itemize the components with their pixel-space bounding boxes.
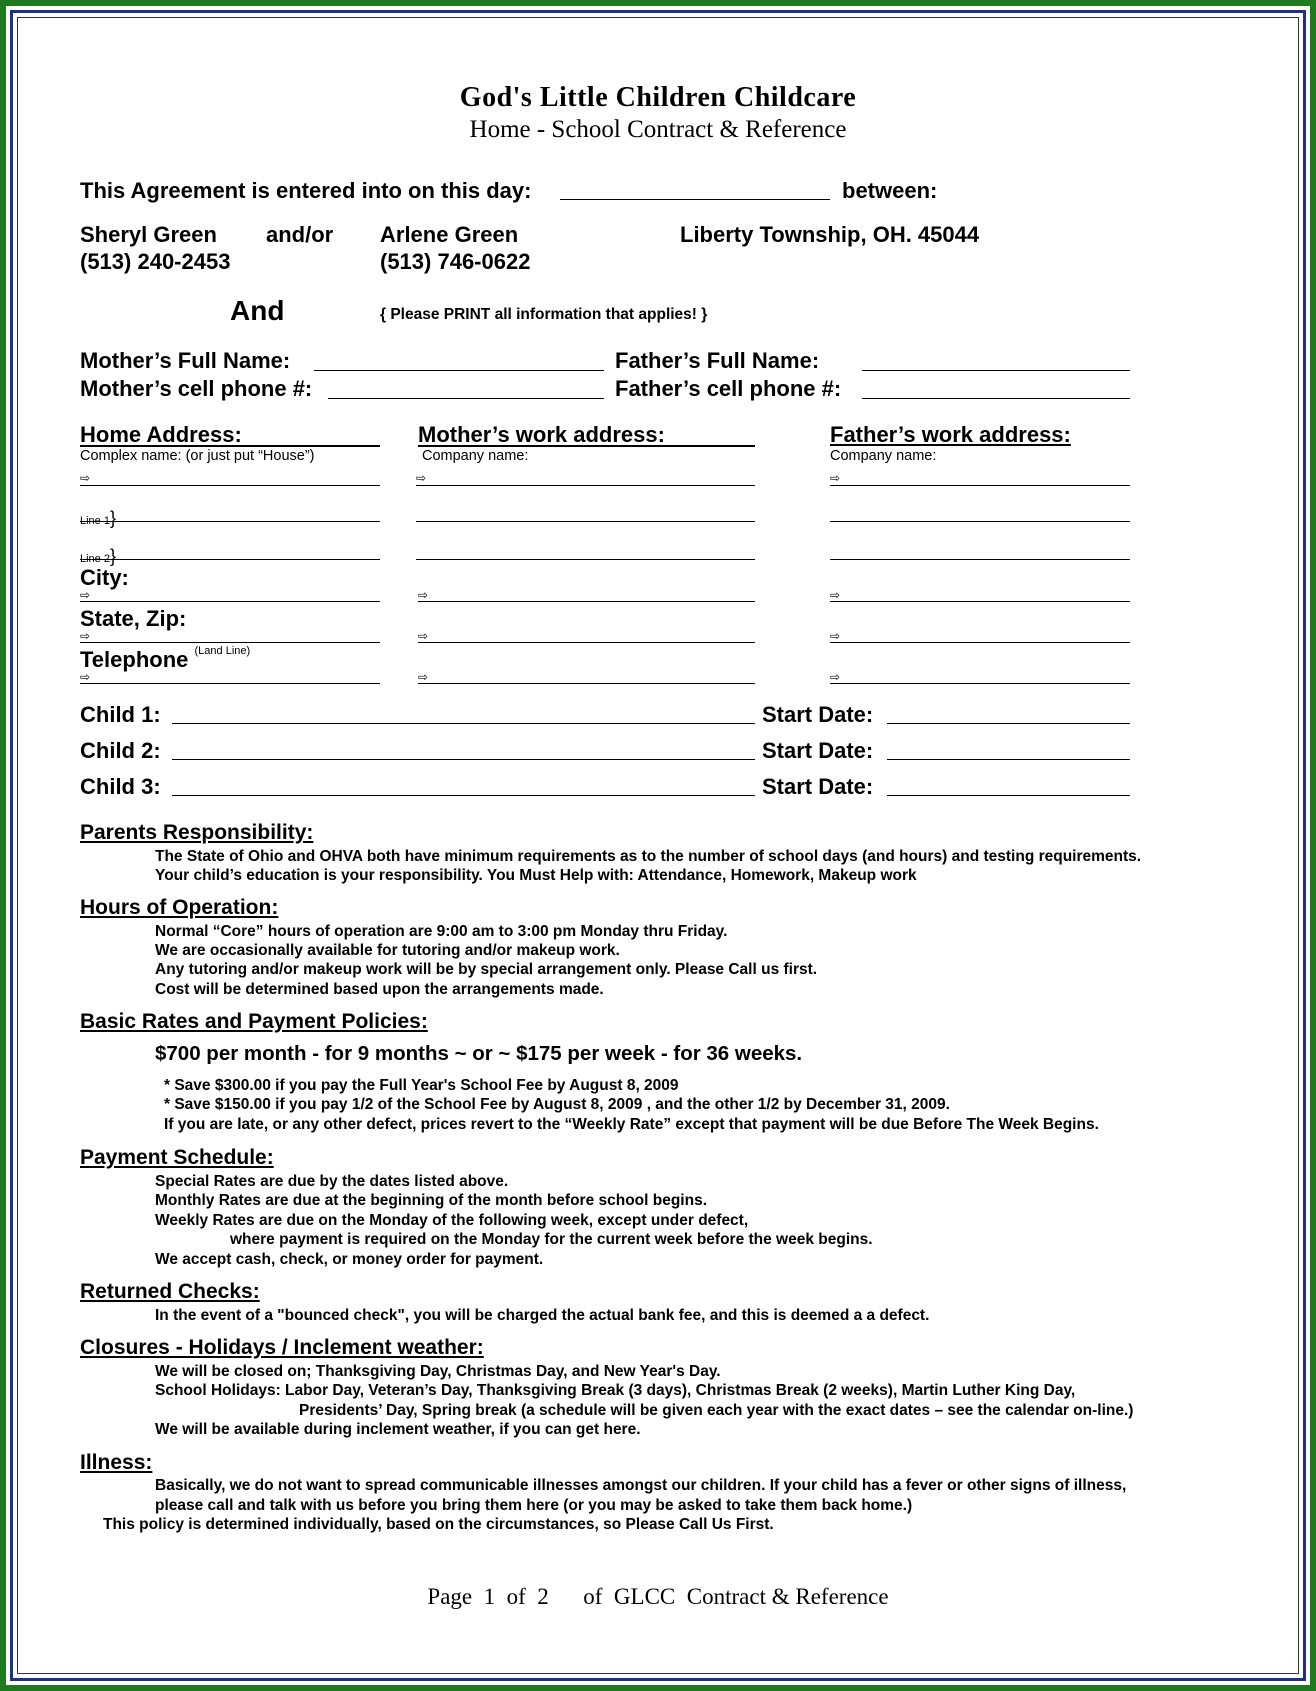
child-3-start-label: Start Date: [762,774,874,799]
home-telephone-field[interactable] [80,683,380,684]
section-text-line: Presidents’ Day, Spring break (a schedule will be given each year with the exact dates – see the calendar on-line.) [299,1402,1134,1419]
land-line-note: (Land Line) [194,645,251,657]
mother-cell-field[interactable] [328,398,604,399]
arrow-icon: ⇨ [418,588,429,602]
mother-work-header-underline [418,445,755,447]
father-cell-field[interactable] [862,398,1130,399]
home-line2-field[interactable] [80,559,380,560]
arrow-icon: ⇨ [418,629,429,643]
section-text-line: School Holidays: Labor Day, Veteran’s Day, Thanksgiving Break (3 days), Christmas Break (2 weeks), Martin Luther King Day, [155,1382,1076,1399]
document-title: God's Little Children Childcare [459,82,857,113]
home-state-zip-field[interactable] [80,642,380,643]
father-state-zip-field[interactable] [830,642,1130,643]
agreement-intro: This Agreement is entered into on this day: [80,178,532,203]
father-telephone-field[interactable] [830,683,1130,684]
agreement-date-field[interactable] [560,199,830,200]
section-text-line: Basically, we do not want to spread communicable illnesses amongst our children. If your child has a fever or other signs of illness, [155,1477,1127,1494]
section-text-line: Your child’s education is your responsibility. You Must Help with: Attendance, Homework, Makeup work [155,867,917,884]
father-city-field[interactable] [830,601,1130,602]
provider-phone-1: (513) 240-2453 [80,249,231,274]
father-name-label: Father’s Full Name: [615,348,820,373]
section-text-line: We will be available during inclement weather, if you can get here. [155,1421,641,1438]
section-text-line: Weekly Rates are due on the Monday of the following week, except under defect, [155,1212,749,1229]
section-text-line: If you are late, or any other defect, prices revert to the “Weekly Rate” except that payment will be due Before The Week Begins. [164,1116,1099,1133]
mother-name-field[interactable] [314,370,604,371]
provider-andor: and/or [266,222,334,247]
rates-main-line: $700 per month - for 9 months ~ or ~ $175 per week - for 36 weeks. [155,1042,803,1065]
city-label: City: [80,565,129,590]
mother-line1-field[interactable] [416,521,755,522]
provider-location: Liberty Township, OH. 45044 [680,222,980,247]
section-text-line: We will be closed on; Thanksgiving Day, Christmas Day, and New Year's Day. [155,1363,721,1380]
section-text-line: In the event of a "bounced check", you will be charged the actual bank fee, and this is deemed a a defect. [155,1307,930,1324]
child-2-field[interactable] [172,759,755,760]
child-1-start-label: Start Date: [762,702,874,727]
section-text-line: We are occasionally available for tutoring and/or makeup work. [155,942,620,959]
mother-state-zip-field[interactable] [418,642,755,643]
arrow-icon: ⇨ [830,588,841,602]
arrow-icon: ⇨ [80,471,91,485]
section-text-line: * Save $150.00 if you pay 1/2 of the School Fee by August 8, 2009 , and the other 1/2 by December 31, 2009. [164,1096,950,1113]
section-text-line: please call and talk with us before you bring them here (or you may be asked to take them back home.) [155,1497,913,1514]
section-text-line: * Save $300.00 if you pay the Full Year's School Fee by August 8, 2009 [164,1077,679,1094]
child-1-label: Child 1: [80,702,161,727]
mother-telephone-field[interactable] [418,683,755,684]
section-text-line: Monthly Rates are due at the beginning of the month before school begins. [155,1192,708,1209]
section-parents-responsibility: Parents Responsibility: [80,821,314,844]
document-subtitle: Home - School Contract & Reference [469,116,847,143]
section-text-line: Special Rates are due by the dates listed above. [155,1173,509,1190]
arrow-icon: ⇨ [80,588,91,602]
mother-line2-field[interactable] [416,559,755,560]
home-city-field[interactable] [80,601,380,602]
father-cell-label: Father’s cell phone #: [615,376,842,401]
print-note: { Please PRINT all information that applies! } [380,306,708,323]
arrow-icon: ⇨ [416,471,427,485]
arrow-icon: ⇨ [830,471,841,485]
mother-work-header: Mother’s work address: [418,422,665,447]
arrow-icon: ⇨ [830,629,841,643]
line2-label: Line 2} [80,546,116,566]
line1-label: Line 1} [80,508,116,528]
mother-company-field[interactable] [416,485,755,486]
home-line1-field[interactable] [80,521,380,522]
father-work-header: Father’s work address: [830,422,1071,447]
provider-name-2: Arlene Green [380,222,519,247]
father-line1-field[interactable] [830,521,1130,522]
home-header-underline [80,445,380,447]
section-text-line: We accept cash, check, or money order for payment. [155,1251,544,1268]
child-2-start-label: Start Date: [762,738,874,763]
section-hours-of-operation: Hours of Operation: [80,896,279,919]
section-text-line: This policy is determined individually, based on the circumstances, so Please Call Us First. [103,1516,774,1533]
and-label: And [230,295,285,326]
father-line2-field[interactable] [830,559,1130,560]
mother-company-label: Company name: [422,448,529,464]
arrow-icon: ⇨ [80,670,91,684]
child-3-start-field[interactable] [887,795,1130,796]
arrow-icon: ⇨ [830,670,841,684]
child-2-label: Child 2: [80,738,161,763]
section-illness: Illness: [80,1451,153,1474]
father-company-field[interactable] [830,485,1130,486]
child-1-start-field[interactable] [887,723,1130,724]
provider-phone-2: (513) 746-0622 [380,249,531,274]
arrow-icon: ⇨ [418,670,429,684]
section-text-line: Normal “Core” hours of operation are 9:00 am to 3:00 pm Monday thru Friday. [155,923,728,940]
home-address-header: Home Address: [80,422,242,447]
complex-name-note: Complex name: (or just put “House”) [80,448,315,464]
father-company-label: Company name: [830,448,937,464]
child-2-start-field[interactable] [887,759,1130,760]
section-closures: Closures - Holidays / Inclement weather: [80,1336,484,1359]
provider-name-1: Sheryl Green [80,222,217,247]
mother-name-label: Mother’s Full Name: [80,348,291,373]
father-name-field[interactable] [862,370,1130,371]
section-text-line: Cost will be determined based upon the arrangements made. [155,981,604,998]
home-complex-field[interactable] [80,485,380,486]
child-3-label: Child 3: [80,774,161,799]
section-text-line: where payment is required on the Monday for the current week before the week begins. [230,1231,873,1248]
section-payment-schedule: Payment Schedule: [80,1146,274,1169]
child-1-field[interactable] [172,723,755,724]
section-returned-checks: Returned Checks: [80,1280,260,1303]
section-text-line: The State of Ohio and OHVA both have minimum requirements as to the number of school days (and hours) and testing requirements. [155,848,1142,865]
child-3-field[interactable] [172,795,755,796]
page-footer: Page 1 of 2 of GLCC Contract & Reference [427,1584,889,1609]
telephone-label: Telephone $^{(Land Line)}$ [80,645,251,672]
section-basic-rates: Basic Rates and Payment Policies: [80,1010,428,1033]
section-text-line: Any tutoring and/or makeup work will be by special arrangement only. Please Call us first. [155,961,818,978]
state-zip-label: State, Zip: [80,606,187,631]
arrow-icon: ⇨ [80,629,91,643]
mother-city-field[interactable] [418,601,755,602]
agreement-between: between: [842,178,938,203]
mother-cell-label: Mother’s cell phone #: [80,376,313,401]
